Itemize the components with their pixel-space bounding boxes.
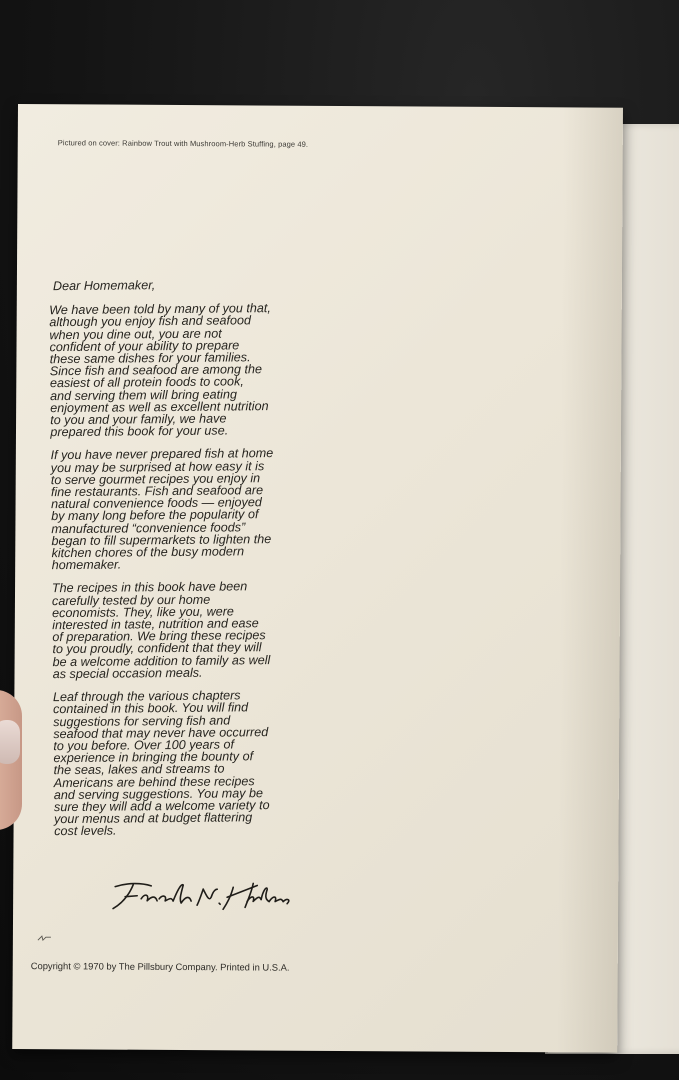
text-line: although you enjoy fish and seafood <box>49 313 252 330</box>
text-line: sure they will add a welcome variety to <box>53 798 270 815</box>
text-line: by many long before the popularity of <box>51 507 259 524</box>
text-line: carefully tested by our home <box>51 592 211 608</box>
paragraph-3 <box>52 580 313 680</box>
text-line: easiest of all protein foods to cook, <box>49 374 244 391</box>
text-line: Since fish and seafood are among the <box>49 362 262 379</box>
cover-caption: Pictured on cover: Rainbow Trout with Mushroom-Herb Stuffing, page 49. <box>57 138 309 149</box>
pencil-mark <box>37 934 53 942</box>
text-line: when you dine out, you are not <box>49 326 222 342</box>
text-line: to you proudly, confident that they will <box>52 640 262 657</box>
text-line: your menus and at budget flattering <box>54 810 253 827</box>
text-line: these same dishes for your families. <box>49 350 251 367</box>
text-line: the seas, lakes and streams to <box>53 761 225 778</box>
page-shading <box>557 107 623 1052</box>
text-line: natural convenience foods — enjoyed <box>51 495 262 512</box>
letter-body <box>49 278 314 849</box>
copyright-notice: Copyright © 1970 by The Pillsbury Company. Printed in U.S.A. <box>30 960 290 973</box>
text-line: kitchen chores of the busy modern <box>51 544 245 561</box>
text-line: economists. They, like you, were <box>52 604 234 621</box>
text-line: We have been told by many of you that, <box>49 301 271 318</box>
text-line: The recipes in this book have been <box>51 579 248 596</box>
text-line: cost levels. <box>54 823 117 839</box>
paragraph-1 <box>49 302 310 439</box>
text-line: and serving suggestions. You may be <box>53 785 264 802</box>
text-line: fine restaurants. Fish and seafood are <box>50 483 264 500</box>
text-line: be a welcome addition to family as well <box>52 652 271 669</box>
text-line: confident of your ability to prepare <box>49 338 240 355</box>
paragraph-4 <box>53 689 314 838</box>
text-line: of preparation. We bring these recipes <box>52 628 266 645</box>
thumb-nail <box>0 720 20 764</box>
text-line: contained in this book. You will find <box>52 700 249 717</box>
text-line: as special occasion meals. <box>52 665 203 682</box>
text-line: manufactured “convenience foods” <box>51 519 246 536</box>
text-line: you may be surprised at how easy it is <box>50 458 265 475</box>
text-line: prepared this book for your use. <box>50 423 229 440</box>
paragraph-2 <box>51 447 312 572</box>
text-line: If you have never prepared fish at home <box>50 446 274 463</box>
text-line: enjoyment as well as excellent nutrition <box>50 398 269 416</box>
salutation: Dear Homemaker, <box>52 278 156 294</box>
booklet-page <box>12 104 623 1053</box>
text-line: and serving them will bring eating <box>49 387 238 403</box>
text-line: homemaker. <box>51 557 122 573</box>
text-line: to serve gourmet recipes you enjoy in <box>50 471 261 488</box>
text-line: Americans are behind these recipes <box>53 773 255 790</box>
handwritten-signature <box>107 877 297 914</box>
text-line: interested in taste, nutrition and ease <box>52 616 259 633</box>
text-line: to you before. Over 100 years of <box>53 737 235 754</box>
text-line: suggestions for serving fish and <box>53 712 231 729</box>
text-line: experience in bringing the bounty of <box>53 749 254 766</box>
text-line: to you and your family, we have <box>50 411 227 428</box>
text-line: seafood that may never have occurred <box>53 724 269 741</box>
text-line: began to fill supermarkets to lighten the <box>51 531 272 549</box>
text-line: Leaf through the various chapters <box>52 688 241 705</box>
